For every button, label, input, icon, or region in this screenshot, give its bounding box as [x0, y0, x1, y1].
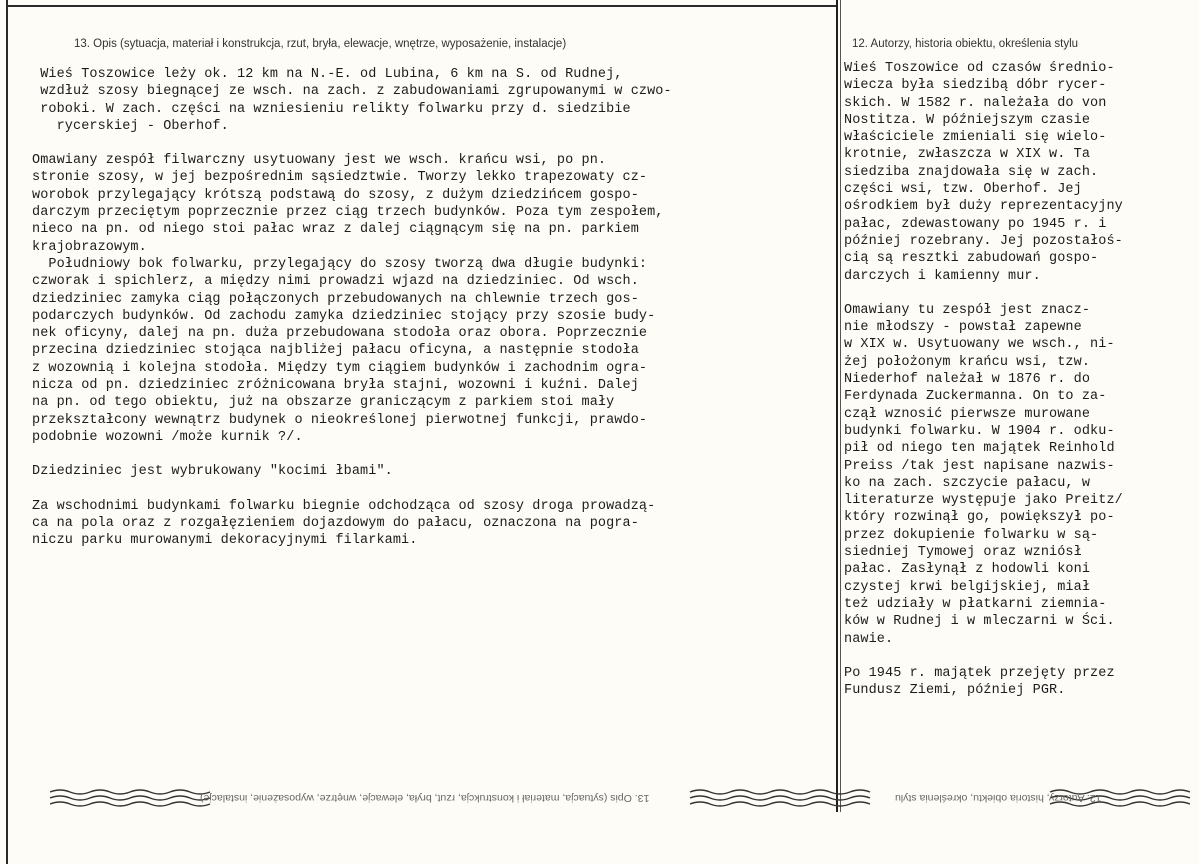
page-left-border [6, 0, 8, 864]
description-paragraph-1: Wieś Toszowice leży ok. 12 km na N.-E. od Lubina, 6 km na S. od Rudnej, wzdłuż szosy biegnącej ze wsch. na zach. z zabudowaniami zgrupowanymi w czwo- roboki. W zach. części na wzniesieniu relikty folwarku przy d. siedzibie rycerskiej - Oberhof. [40, 67, 672, 134]
footer-mirrored-header-left: 13. Opis (sytuacja, materiał i konstrukcja, rzut, bryła, elewacje, wnętrze, wyposażenie, instalacje) [200, 792, 650, 804]
right-column-text [844, 60, 1199, 716]
description-paragraph-2: Omawiany zespół filwarczny usytuowany jest we wsch. krańcu wsi, po pn. stronie szosy, w jej bezpośrednim sąsiedztwie. Tworzy lekko trapezowaty cz- worobok przylegający krótszą podstawą do szosy, z dużym dziedzińcem gospo- darczym przeciętym poprzecznie przez ciąg trzech budynków. Poza tym zespołem, nieco na pn. od niego stoi pałac wraz z dalej ciągnącym się na pn. parkiem krajobrazowym. Południowy bok folwarku, przylegający do szosy tworzą dwa długie budynki: czworak i spichlerz, a między nimi prowadzi wjazd na dziedziniec. Od wsch. dziedziniec zamyka ciąg połączonych przebudowanych na chlewnie trzech gos- podarczych budynków. Od zachodu zamyka dziedziniec stojący przy szosie budy- nek oficyny, dalej na pn. duża przebudowana stodoła oraz obora. Poprzecznie przecina dziedziniec stojąca najbliżej pałacu oficyna, a następnie stodoła z wozownią i kolejna stodoła. Między tym ciągiem budynków i zachodnim ogra- nicza od pn. dziedziniec zróżnicowana bryła stajni, wozowni i kuźni. Dalej na pn. od tego obiektu, już na obszarze graniczącym z parkiem stoi mały przekształcony wewnątrz budynek o nieokreślonej pierwotnej funkcji, prawdo- podobnie wozowni /może kurnik ?/. [32, 153, 664, 445]
footer-mirrored-header-right: 12. Autorzy, historia obiektu, określenia stylu [895, 792, 1102, 804]
column-divider-thin [840, 0, 841, 812]
column-divider [836, 0, 838, 812]
description-paragraph-4: Za wschodnimi budynkami folwarku biegnie odchodząca od szosy droga prowadzą- ca na pola oraz z rozgałęzieniem dojazdowym do pałacu, oznaczona na pogra- niczu parku murowanymi dekoracyjnymi filarkami. [32, 498, 656, 549]
right-column-header: 12. Autorzy, historia obiektu, określenia stylu [852, 38, 1079, 50]
left-column-text [32, 66, 832, 566]
page-top-border [6, 5, 836, 7]
history-paragraph-1: Wieś Toszowice od czasów średnio- wiecza była siedzibą dóbr rycer- skich. W 1582 r. należała do von Nostitza. W późniejszym czasie właściciele zmieniali się wielo- krotnie, zwłaszcza w XIX w. Ta siedziba znajdowała się w zach. części wsi, tzw. Oberhof. Jej ośrodkiem był duży reprezentacyjny pałac, zdewastowany po 1945 r. i później rozebrany. Jej pozostałoś- cią są resztki zabudowań gospo- darczych i kamienny mur. [844, 61, 1123, 284]
history-paragraph-3: Po 1945 r. majątek przejęty przez Fundusz Ziemi, później PGR. [844, 665, 1115, 699]
left-column-header: 13. Opis (sytuacja, materiał i konstrukcja, rzut, bryła, elewacje, wnętrze, wyposażenie, instalacje) [74, 38, 567, 50]
history-paragraph-2: Omawiany tu zespół jest znacz- nie młodszy - powstał zapewne w XIX w. Usytuowany we wsch., ni- żej położonym krańcu wsi, tzw. Niederhof należał w 1876 r. do Ferdynada Zuckermanna. On to za- czął wznosić pierwsze murowane budynki folwarku. W 1904 r. odku- pił od niego ten majątek Reinhold Preiss /tak jest napisane nazwis- ko na zach. szczycie pałacu, w literaturze występuje jako Preitz/ który rozwinął go, powiększył po- przez dokupienie folwarku w są- siedniej Tymowej oraz wzniósł pałac. Zasłynął z hodowli koni czystej krwi belgijskiej, miał też udziały w płatkarni ziemnia- ków w Rudnej i w mleczarni w Ści. nawie. [844, 302, 1123, 647]
description-paragraph-3: Dziedziniec jest wybrukowany "kocimi łbami". [32, 464, 393, 480]
